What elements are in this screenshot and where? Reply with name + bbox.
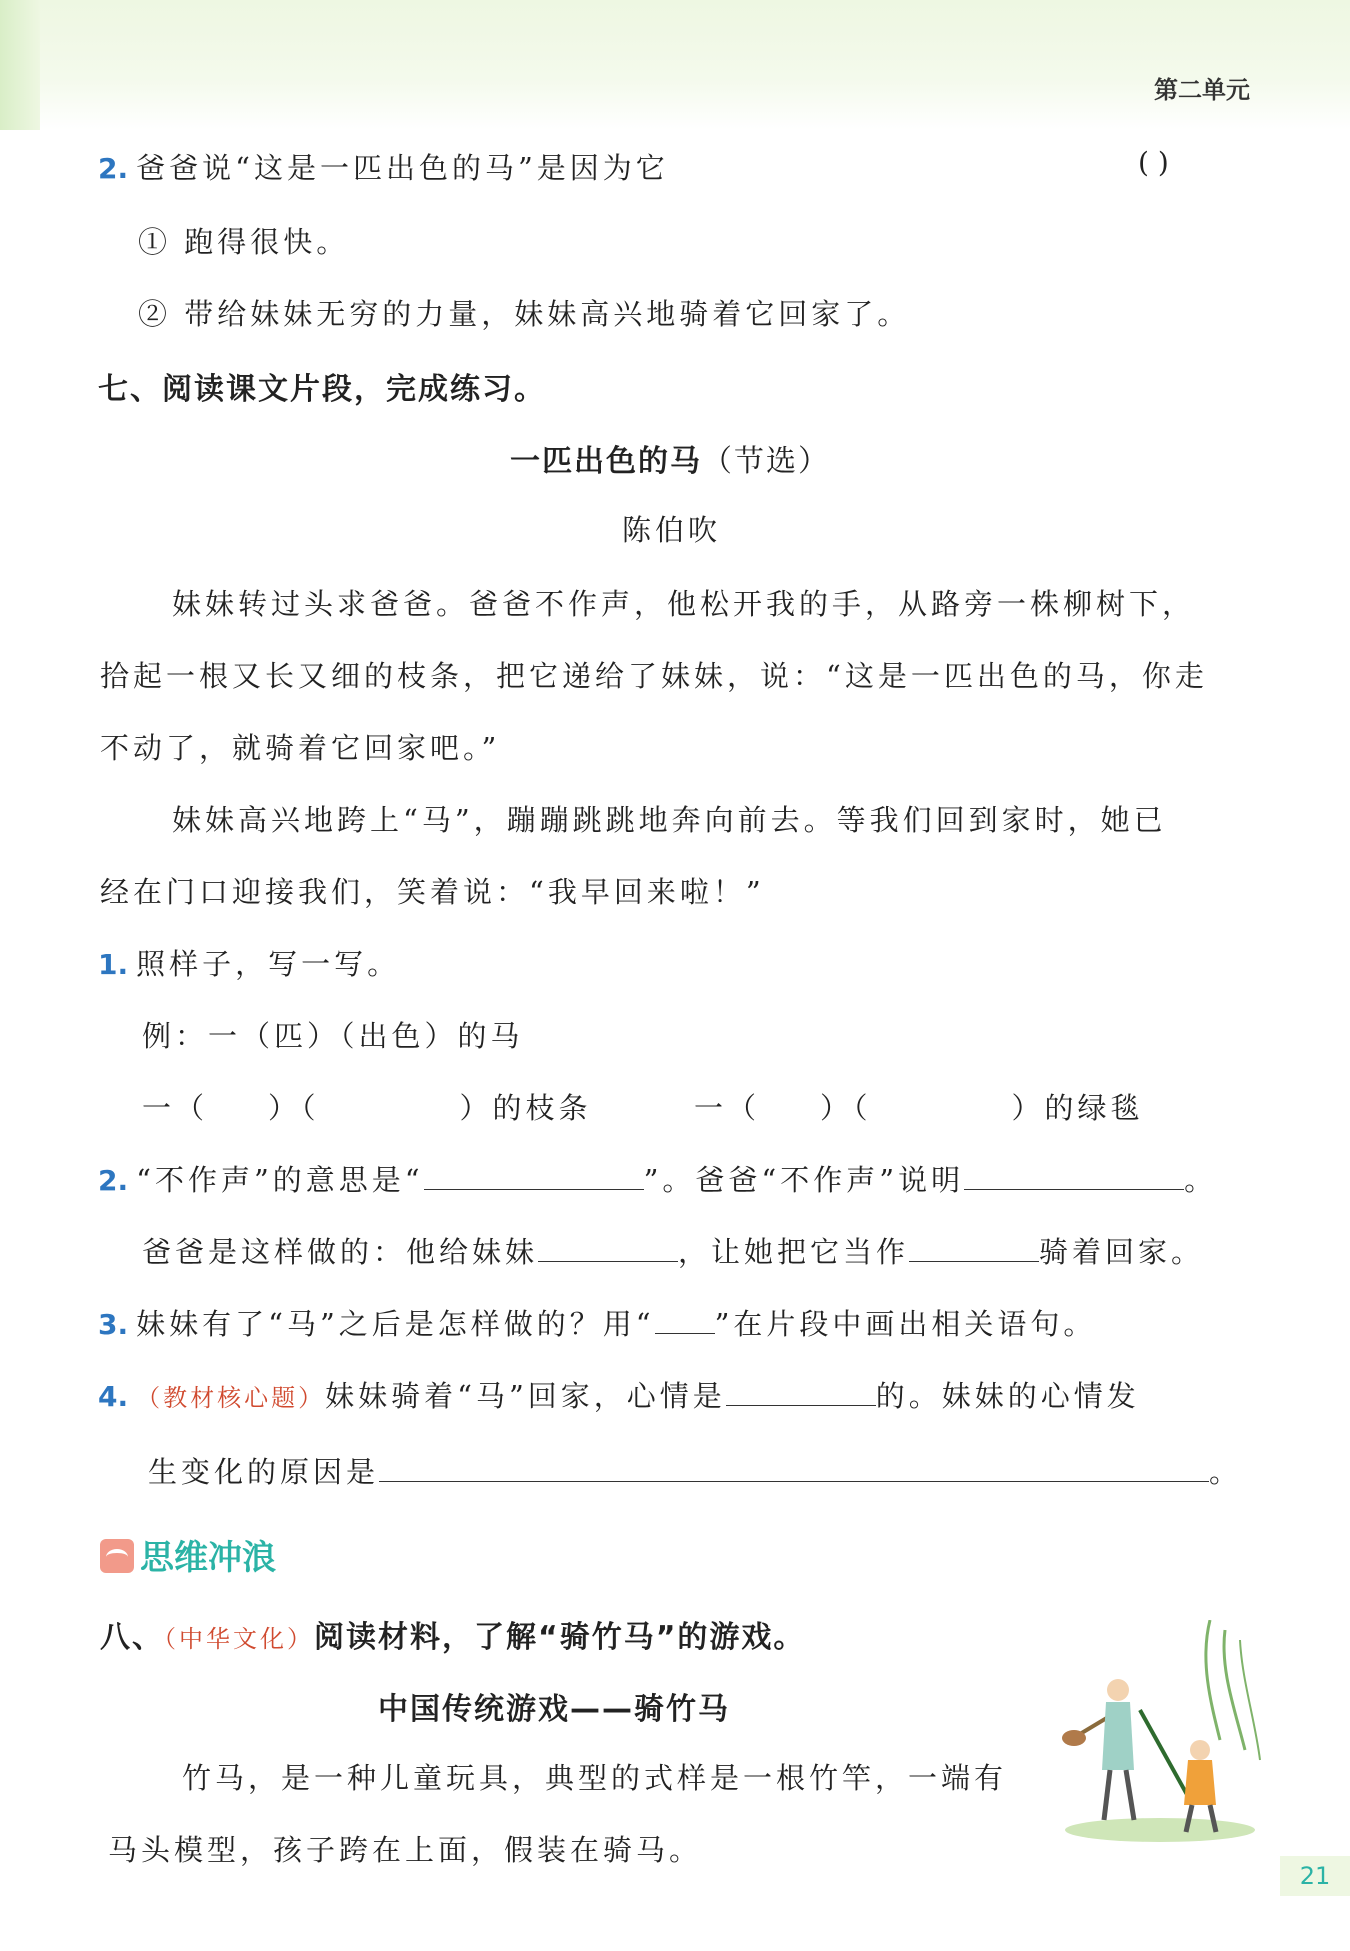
q7-2-text-f: 骑着回家。 (1039, 1235, 1205, 1269)
passage-p1-line2: 拾起一根又长又细的枝条，把它递给了妹妹，说：“这是一匹出色的马，你走 (100, 659, 1208, 693)
q6-2-text: 爸爸说“这是一匹出色的马”是因为它 (136, 151, 669, 185)
q7-1-b-pre: 一（ (694, 1091, 761, 1125)
passage-p1-line1: 妹妹转过头求爸爸。爸爸不作声，他松开我的手，从路旁一株柳树下， (172, 587, 1196, 621)
q7-4-line1 (98, 1374, 1140, 1415)
q7-2-line2 (142, 1230, 1204, 1271)
q7-4-tag: （教材核心题） (136, 1384, 326, 1412)
q6-2-line (98, 146, 669, 187)
children-bamboo-horse-illustration (1060, 1620, 1270, 1850)
q7-1-b-post: ）的绿毯 (1011, 1091, 1144, 1125)
q7-1-text: 照样子，写一写。 (136, 947, 401, 981)
section-7-heading: 七、阅读课文片段，完成练习。 (98, 372, 546, 407)
passage-title (510, 436, 830, 480)
q7-2-number: 2. (98, 1164, 129, 1197)
q7-2-text-a: “不作声”的意思是“ (136, 1163, 424, 1197)
q7-2-line1 (98, 1158, 1217, 1199)
section-8-text: 阅读材料，了解“骑竹马”的游戏。 (314, 1620, 806, 1655)
q7-1-number: 1. (98, 948, 129, 981)
q7-4-text-b: 的。妹妹的心情发 (875, 1379, 1140, 1413)
reading-line1: 竹马，是一种儿童玩具，典型的式样是一根竹竿，一端有 (182, 1761, 1008, 1795)
q7-2-text-b: ”。爸爸“不作声”说明 (643, 1163, 965, 1197)
thinking-section-badge (100, 1530, 276, 1576)
q7-1-example: 例：一（匹）（出色）的马 (142, 1019, 524, 1053)
q7-3-number: 3. (98, 1308, 129, 1341)
q7-3-text-b: ”在片段中画出相关语句。 (714, 1307, 1097, 1341)
q7-1-a-pre: 一（ (142, 1091, 209, 1125)
passage-title-text: 一匹出色的马 (510, 444, 702, 479)
section-8-heading (100, 1612, 805, 1656)
q7-4-blank1[interactable] (726, 1375, 876, 1406)
passage-p2-line1: 妹妹高兴地跨上“马”，蹦蹦跳跳地奔向前去。等我们回到家时，她已 (172, 803, 1167, 837)
header-band (0, 0, 1350, 130)
q7-2-blank2[interactable] (964, 1159, 1184, 1190)
unit-label: 第二单元 (1154, 76, 1250, 104)
section-8-tag: （中华文化） (164, 1625, 314, 1653)
passage-author: 陈伯吹 (622, 513, 722, 547)
passage-p1-line3: 不动了，就骑着它回家吧。” (100, 731, 501, 765)
header-side-strip (0, 0, 40, 130)
q7-4-text-d: 。 (1209, 1455, 1243, 1489)
q7-2-blank3[interactable] (538, 1231, 678, 1262)
reading-line2: 马头模型，孩子跨在上面，假装在骑马。 (108, 1833, 703, 1867)
q7-1-line (98, 942, 400, 983)
passage-title-note: （节选） (702, 444, 830, 479)
q6-2-answer-paren[interactable]: ( ) (1138, 146, 1169, 179)
q7-1-item-a (142, 1086, 592, 1127)
q6-2-option-2: ② 带给妹妹无穷的力量，妹妹高兴地骑着它回家了。 (138, 297, 911, 331)
reading-title: 中国传统游戏——骑竹马 (378, 1692, 730, 1727)
q7-2-text-e: ，让她把它当作 (678, 1235, 910, 1269)
q7-1-item-b (694, 1086, 1144, 1127)
section-8-pre: 八、 (100, 1620, 164, 1655)
q7-2-text-d: 爸爸是这样做的：他给妹妹 (142, 1235, 539, 1269)
q6-2-option-1: ① 跑得很快。 (138, 225, 350, 259)
q7-3-underline-sample (655, 1303, 715, 1334)
q7-2-blank1[interactable] (424, 1159, 644, 1190)
q7-4-number: 4. (98, 1380, 129, 1413)
q7-1-a-mid: ）（ (268, 1091, 320, 1125)
q7-1-b-mid: ）（ (820, 1091, 872, 1125)
q7-3-line (98, 1302, 1096, 1343)
q7-2-text-c: 。 (1184, 1163, 1218, 1197)
wave-icon (100, 1539, 134, 1573)
q7-2-blank4[interactable] (909, 1231, 1039, 1262)
q7-4-blank2[interactable] (379, 1451, 1209, 1482)
q7-4-text-c: 生变化的原因是 (148, 1455, 380, 1489)
q6-2-number: 2. (98, 152, 129, 185)
q7-3-text-a: 妹妹有了“马”之后是怎样做的？用“ (136, 1307, 655, 1341)
q7-1-a-post: ）的枝条 (459, 1091, 592, 1125)
q7-4-line2 (148, 1450, 1242, 1491)
q7-4-text-a: 妹妹骑着“马”回家，心情是 (325, 1379, 726, 1413)
thinking-section-label: 思维冲浪 (140, 1538, 276, 1578)
passage-p2-line2: 经在门口迎接我们，笑着说：“我早回来啦！” (100, 875, 765, 909)
page-number: 21 (1280, 1856, 1350, 1896)
